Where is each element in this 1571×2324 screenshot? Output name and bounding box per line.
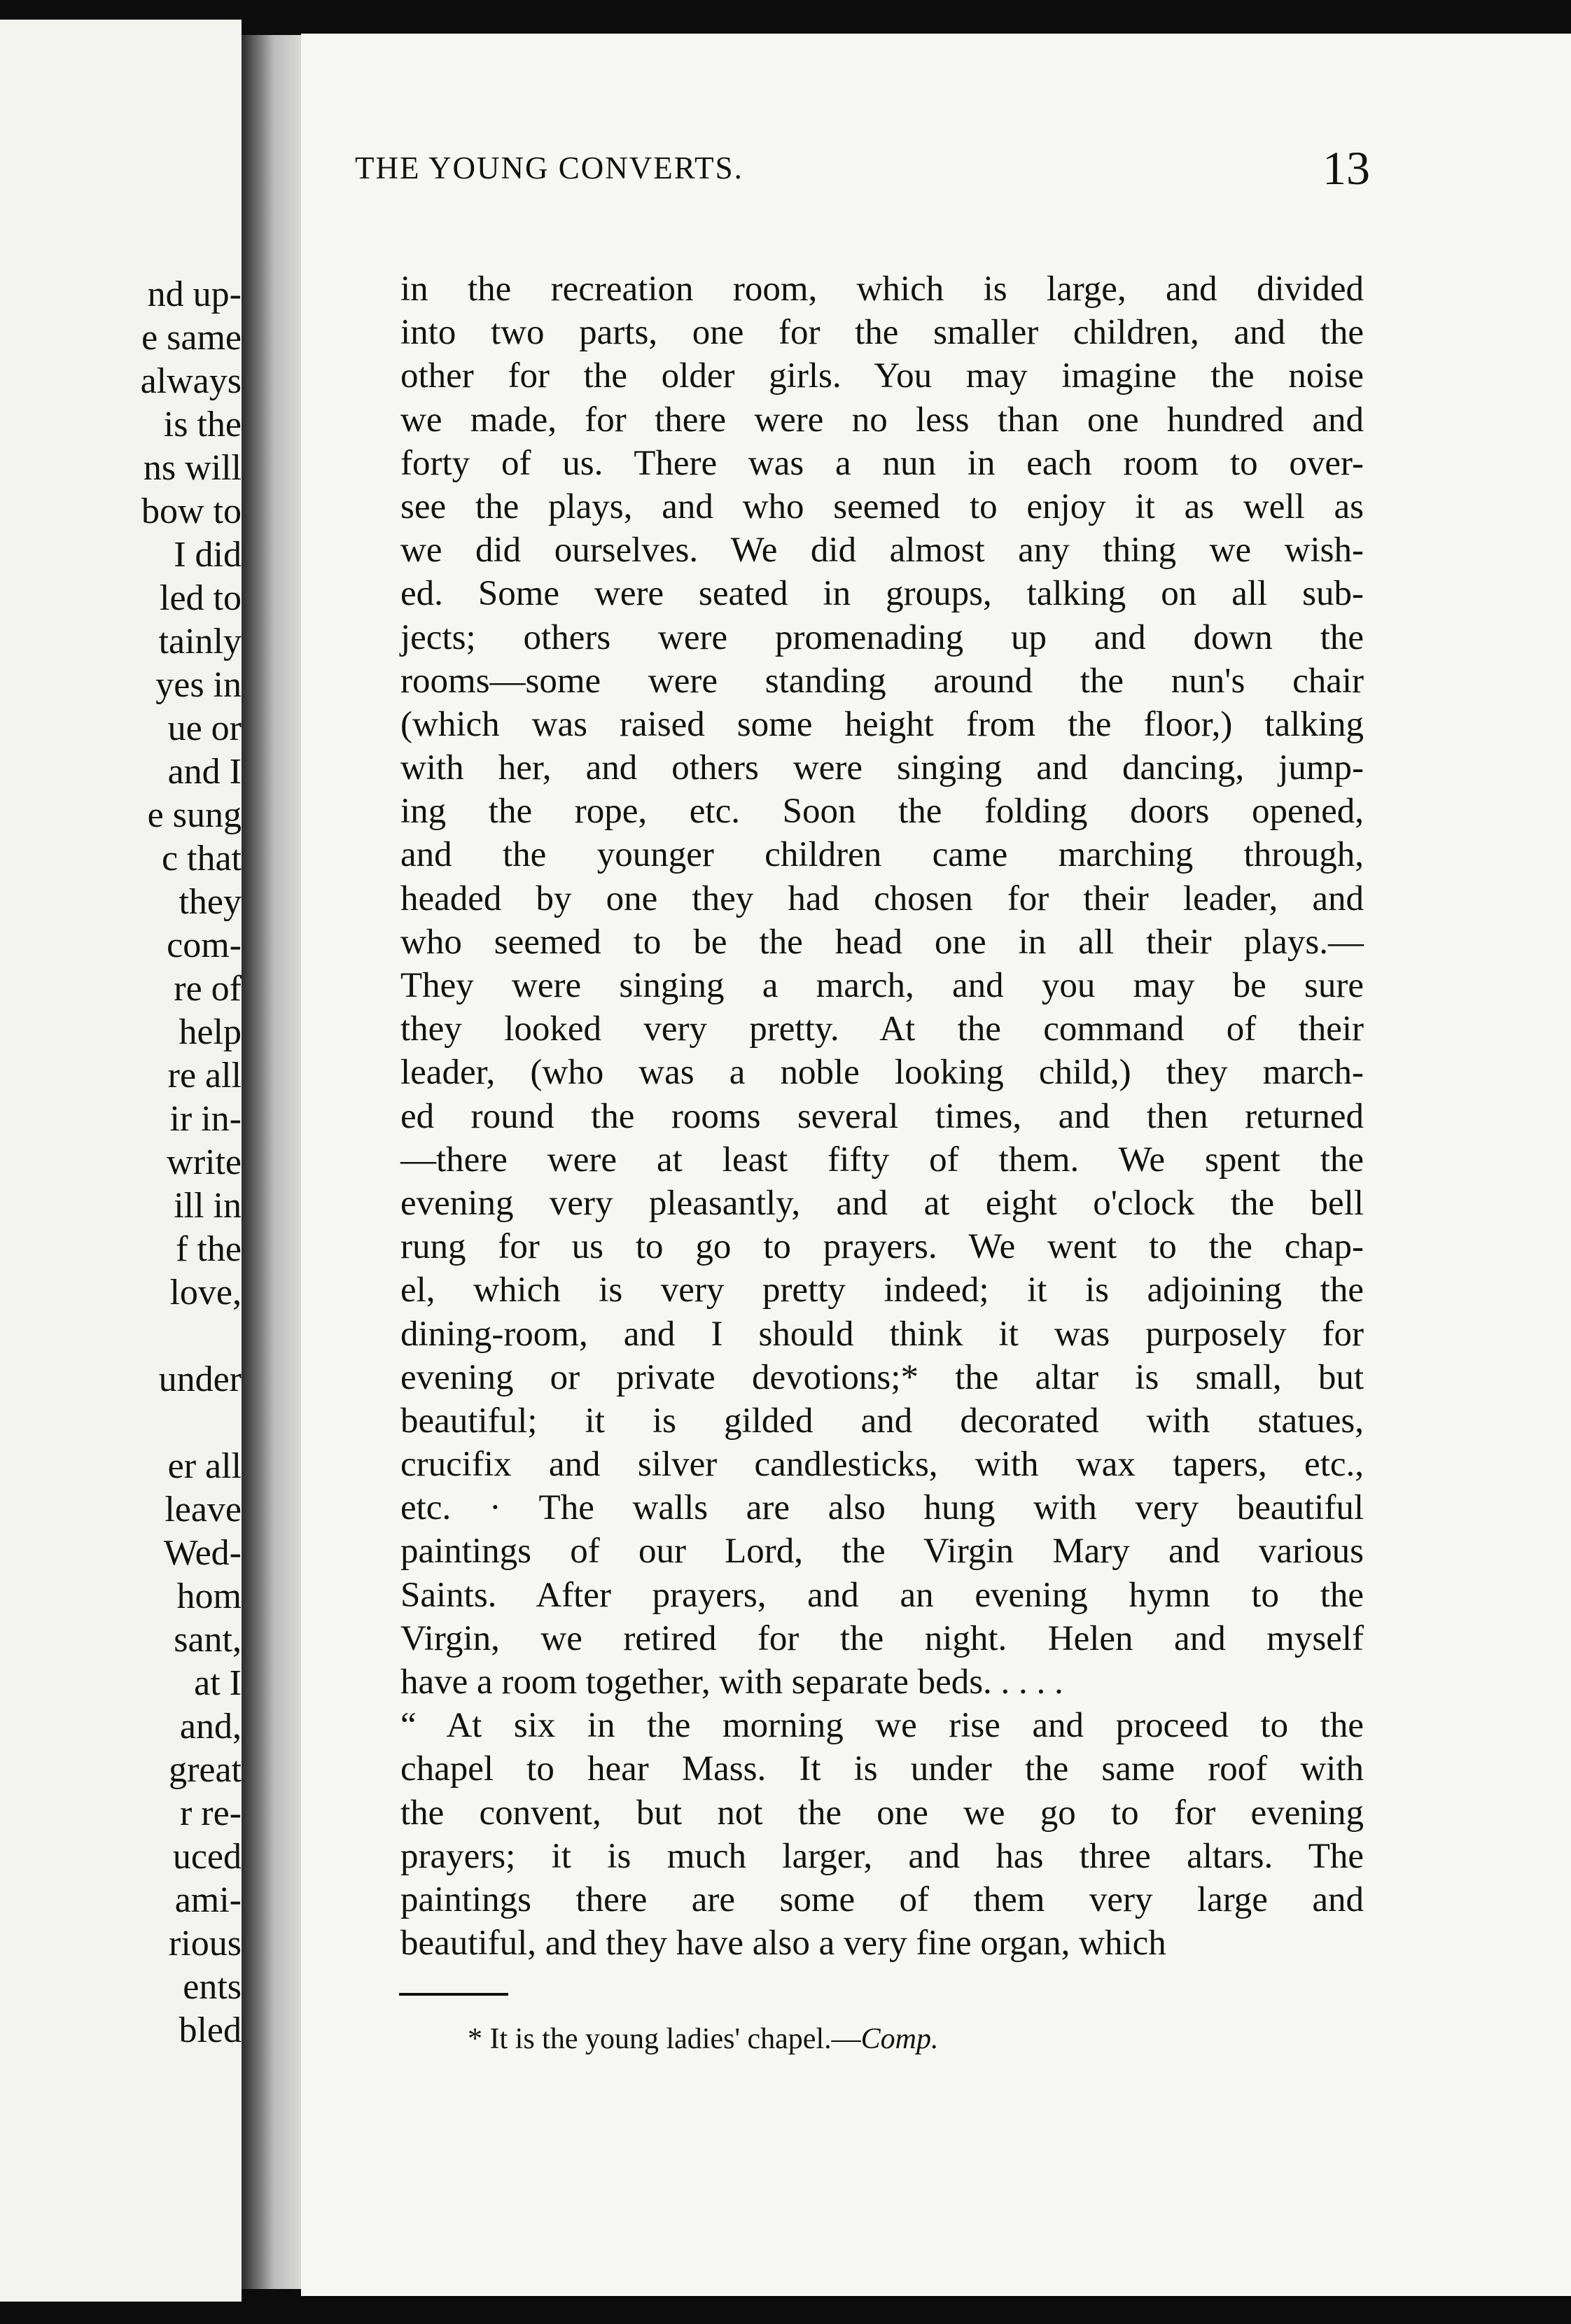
body-line: and the younger children came marching through,	[400, 835, 1364, 875]
left-page-line: uced	[172, 1837, 242, 1877]
left-page-line: ns will	[143, 448, 242, 488]
left-page-line: bled	[179, 2010, 242, 2050]
left-page-line: ir in-	[169, 1099, 242, 1139]
left-page-line: r re-	[179, 1793, 242, 1833]
body-line: etc. · The walls are also hung with very beautiful	[400, 1488, 1364, 1528]
left-page-line: under	[158, 1359, 242, 1399]
body-line: jects; others were promenading up and down the	[400, 617, 1364, 657]
body-line: ed round the rooms several times, and then returned	[400, 1096, 1364, 1136]
left-page-line: c that	[161, 839, 242, 878]
left-page-line: they	[179, 882, 242, 922]
left-page-line: sant,	[174, 1620, 242, 1660]
body-line: —there were at least fifty of them. We spent the	[400, 1140, 1364, 1180]
left-page-line: love,	[169, 1273, 242, 1312]
body-line: prayers; it is much larger, and has three altars. The	[400, 1836, 1364, 1876]
body-line: have a room together, with separate beds. . . . .	[400, 1662, 1063, 1702]
body-line: rooms—some were standing around the nun's chair	[400, 661, 1364, 701]
left-page-line: bow to	[141, 491, 242, 531]
left-page-line: com-	[167, 925, 242, 965]
left-page-line: e same	[141, 318, 242, 358]
body-line: leader, (who was a noble looking child,) they march-	[400, 1053, 1364, 1093]
footnote-rule	[399, 1993, 508, 1996]
footnote-attribution: Comp.	[860, 2023, 939, 2055]
left-page-line: at I	[194, 1663, 242, 1703]
left-page-line: re of	[174, 969, 242, 1009]
left-page-line	[0, 1401, 242, 1445]
left-page-text	[0, 273, 242, 2052]
body-line: (which was raised some height from the floor,) talking	[400, 704, 1364, 744]
book-gutter	[242, 35, 301, 2289]
left-page-line: and,	[179, 1707, 242, 1746]
left-page-line: and I	[167, 752, 242, 792]
left-page-line: always	[140, 361, 242, 401]
left-page-line: write	[167, 1142, 242, 1182]
left-page-line: I did	[174, 535, 242, 575]
body-line: chapel to hear Mass. It is under the same roof with	[400, 1749, 1364, 1789]
running-head: THE YOUNG CONVERTS.	[355, 150, 743, 186]
left-page-fragment	[0, 20, 242, 2302]
left-page-line: hom	[176, 1576, 242, 1616]
left-page-line: ents	[183, 1967, 242, 2007]
body-line: the convent, but not the one we go to for evening	[400, 1793, 1364, 1833]
left-page-line: ill in	[174, 1186, 242, 1226]
body-line: they looked very pretty. At the command of their	[400, 1009, 1364, 1049]
body-text	[400, 267, 1364, 1965]
left-page-line: e sung	[147, 795, 242, 835]
left-page-line: led to	[160, 578, 242, 618]
page-header	[355, 140, 1370, 196]
body-line: ed. Some were seated in groups, talking on all sub-	[400, 574, 1364, 614]
body-line: we made, for there were no less than one hundred and	[400, 400, 1364, 440]
left-page-line: is the	[163, 405, 242, 444]
body-line: They were singing a march, and you may be sure	[400, 966, 1364, 1005]
left-page-line: leave	[165, 1490, 242, 1530]
body-line: beautiful, and they have also a very fine organ, which	[400, 1924, 1166, 1963]
body-line: “ At six in the morning we rise and proceed to the	[400, 1706, 1364, 1746]
left-page-line: f the	[176, 1229, 242, 1269]
body-line: crucifix and silver candlesticks, with wax tapers, etc.,	[400, 1445, 1364, 1485]
left-page-line: ami-	[174, 1880, 242, 1920]
body-line: with her, and others were singing and dancing, jump-	[400, 748, 1364, 788]
body-line: headed by one they had chosen for their leader, and	[400, 878, 1364, 918]
left-page-line	[0, 1315, 242, 1358]
body-line: Virgin, we retired for the night. Helen and myself	[400, 1618, 1364, 1658]
body-line: forty of us. There was a nun in each room to over-	[400, 443, 1364, 483]
left-page-line: tainly	[158, 622, 242, 662]
body-line: evening or private devotions;* the altar is small, but	[400, 1357, 1364, 1397]
body-line: other for the older girls. You may imagine the noise	[400, 356, 1364, 396]
left-page-line: Wed-	[163, 1533, 242, 1573]
body-line: we did ourselves. We did almost any thing we wish-	[400, 531, 1364, 570]
body-line: in the recreation room, which is large, and divided	[400, 270, 1364, 309]
body-line: paintings there are some of them very large and	[400, 1879, 1364, 1919]
footnote	[468, 2021, 938, 2057]
left-page-line: nd up-	[147, 274, 242, 314]
body-line: el, which is very pretty indeed; it is adjoining the	[400, 1270, 1364, 1310]
body-line: Saints. After prayers, and an evening hymn to the	[400, 1575, 1364, 1615]
body-line: who seemed to be the head one in all their plays.—	[400, 922, 1364, 962]
footnote-text: * It is the young ladies' chapel.—	[468, 2023, 861, 2055]
left-page-line: rious	[169, 1924, 242, 1963]
left-page-line: yes in	[155, 665, 242, 705]
body-line: paintings of our Lord, the Virgin Mary and various	[400, 1532, 1364, 1572]
left-page-line: great	[169, 1750, 242, 1790]
body-line: evening very pleasantly, and at eight o'clock the bell	[400, 1183, 1364, 1223]
left-page-line: er all	[167, 1446, 242, 1486]
body-line: see the plays, and who seemed to enjoy it as well as	[400, 486, 1364, 526]
body-line: into two parts, one for the smaller children, and the	[400, 313, 1364, 353]
body-line: ing the rope, etc. Soon the folding doors opened,	[400, 792, 1364, 832]
left-page-line: ue or	[167, 708, 242, 748]
page-number: 13	[1322, 141, 1370, 195]
body-line: rung for us to go to prayers. We went to the chap-	[400, 1227, 1364, 1267]
left-page-line: help	[179, 1012, 242, 1052]
body-line: beautiful; it is gilded and decorated with statues,	[400, 1401, 1364, 1441]
body-line: dining-room, and I should think it was purposely for	[400, 1314, 1364, 1354]
left-page-line: re all	[167, 1056, 242, 1096]
